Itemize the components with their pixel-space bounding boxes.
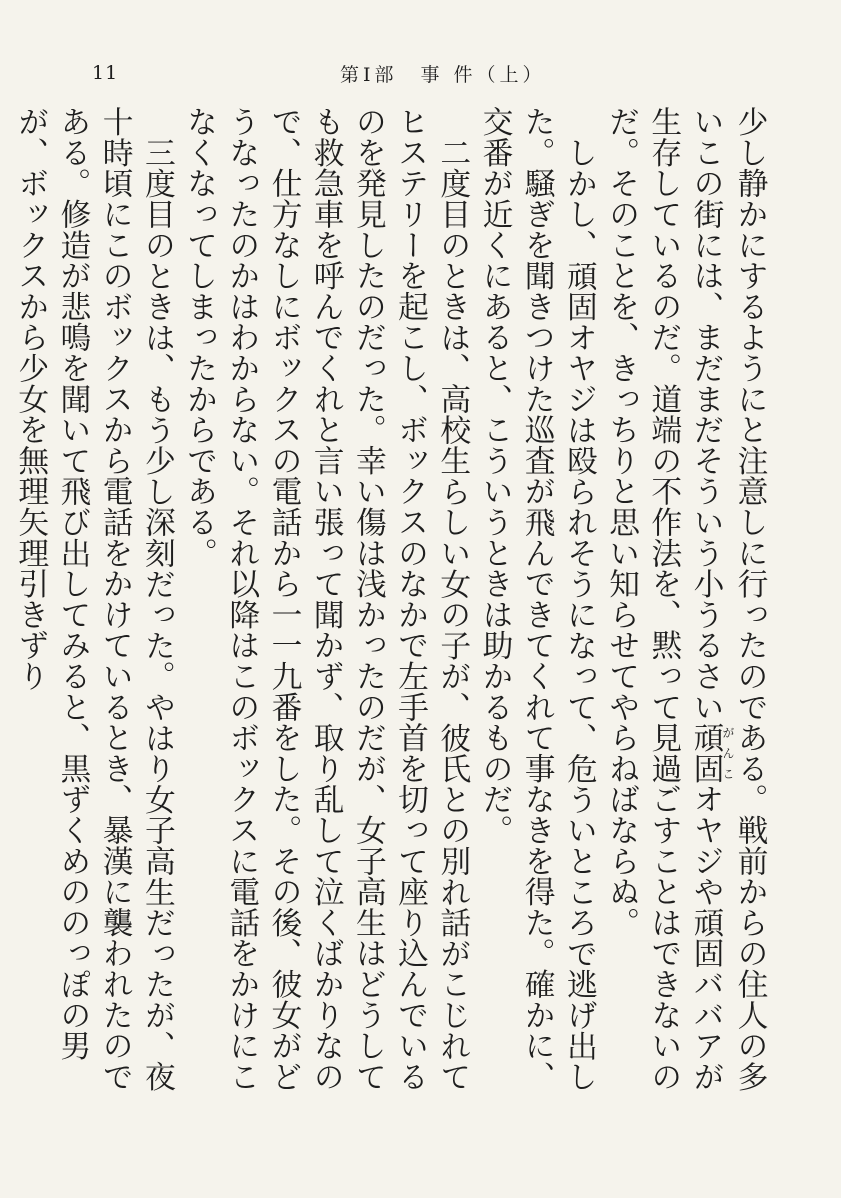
page-number: 11 — [92, 62, 119, 84]
paragraph-4: 三度目のときは、もう少し深刻だった。やはり女子高生だったが、夜十時頃にこのボックスから電話をかけているとき、暴漢に襲われたのである。修造が悲鳴を聞いて飛び出してみると、黒ずくめののっぽの男が、ボックスから少女を無理矢理引きずり — [12, 106, 176, 1092]
body-text — [12, 106, 771, 1116]
running-head: 第Ⅰ部 事 件（上） — [340, 64, 546, 86]
ruby-annotation: 頑固がんこ — [688, 722, 735, 784]
paragraph-3: 二度目のときは、高校生らしい女の子が、彼氏との別れ話がこじれてヒステリーを起こし、ボックスのなかで左手首を切って座り込んでいるのを発見したのだった。幸い傷は浅かったのだが、女子高生はどうしても救急車を呼んでくれと言い張って聞かず、取り乱して泣くばかりなので、仕方なしにボックスの電話から一一九番をした。その後、彼女がどうなったのかはわからない。それ以降はこのボックスに電話をかけにこなくなってしまったからである。 — [181, 106, 471, 1092]
paragraph-2: しかし、頑固オヤジは殴られそうになって、危ういところで逃げ出した。騒ぎを聞きつけた巡査が飛んできてくれて事なきを得た。確かに、交番が近くにあると、こういうときは助かるものだ。 — [476, 106, 598, 1092]
paragraph-1: 少し静かにするようにと注意しに行ったのである。戦前からの住人の多いこの街には、まだまだそういう小うるさい頑固がんこオヤジや頑固ババアが生存しているのだ。道端の不作法を、黙って見過ごすことはできないのだ。そのことを、きっちりと思い知らせてやらねばならぬ。 — [603, 106, 768, 1092]
ruby-reading: がんこ — [721, 722, 735, 784]
